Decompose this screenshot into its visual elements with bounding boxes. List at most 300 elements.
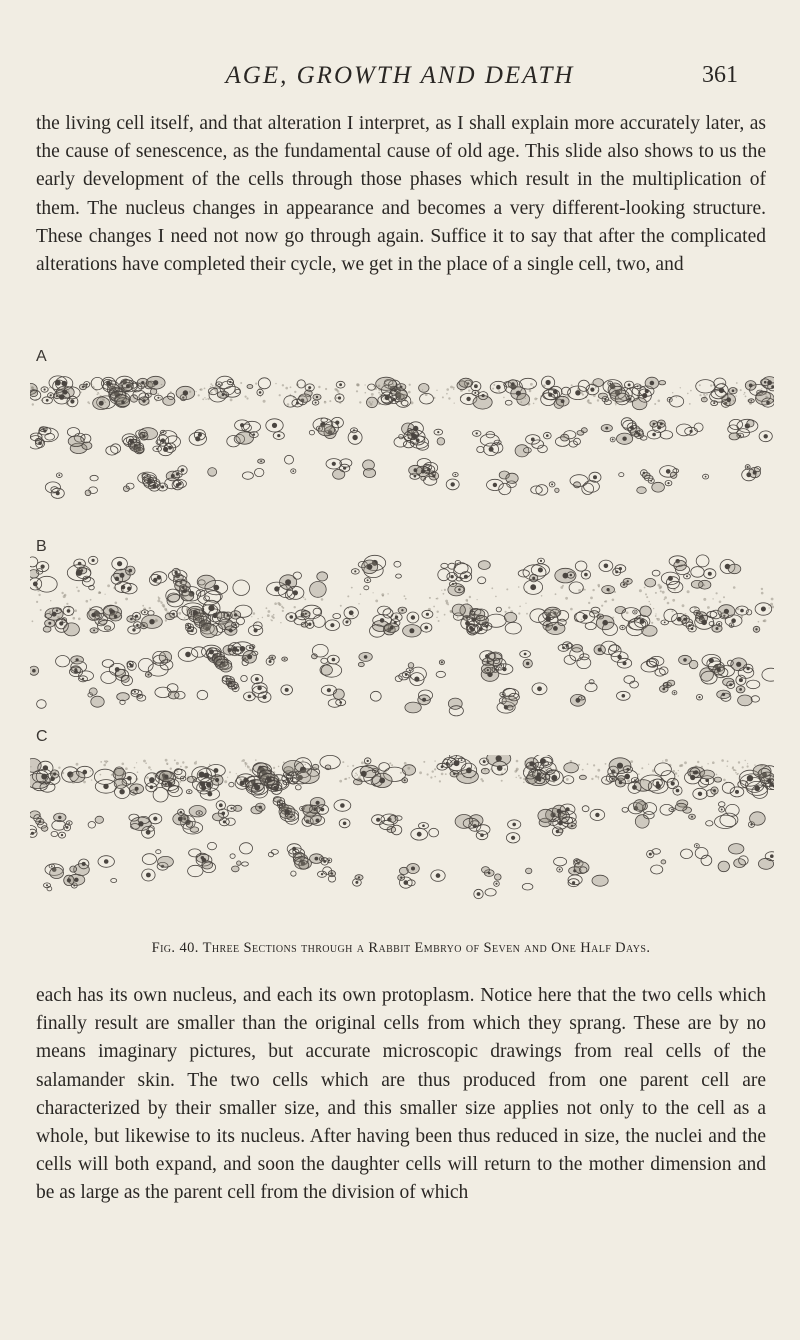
stipple-mark: [262, 617, 263, 618]
stipple-mark: [439, 780, 441, 782]
stipple-mark: [712, 598, 713, 599]
stipple-mark: [758, 621, 760, 623]
nucleus-mark: [367, 760, 369, 762]
nucleus-mark: [157, 397, 159, 399]
stipple-mark: [541, 595, 543, 597]
stipple-mark: [595, 387, 597, 389]
stipple-mark: [744, 392, 746, 394]
nucleus-mark: [662, 688, 665, 691]
stipple-mark: [205, 399, 206, 400]
stipple-mark: [685, 613, 687, 615]
cell-mark: [429, 828, 439, 837]
stipple-mark: [38, 594, 40, 596]
nucleus-mark: [153, 817, 157, 821]
stipple-mark: [615, 404, 616, 405]
stipple-mark: [167, 764, 168, 765]
stipple-mark: [76, 587, 78, 589]
cell-mark: [505, 622, 521, 634]
cell-mark: [661, 860, 666, 864]
nucleus-mark: [551, 775, 557, 781]
stipple-mark: [508, 607, 510, 609]
nucleus-mark: [149, 619, 154, 624]
cell-mark: [610, 390, 629, 402]
cell-mark: [750, 812, 766, 825]
stipple-mark: [761, 588, 763, 590]
stipple-mark: [194, 762, 197, 765]
nucleus-mark: [540, 560, 542, 562]
cell-mark: [208, 468, 217, 477]
stipple-mark: [348, 777, 350, 779]
nucleus-mark: [660, 422, 663, 425]
stipple-mark: [105, 594, 106, 595]
stipple-mark: [740, 389, 742, 391]
stipple-mark: [656, 618, 658, 620]
stipple-mark: [761, 388, 762, 389]
stipple-mark: [516, 777, 517, 778]
stipple-mark: [352, 615, 354, 617]
stipple-mark: [245, 762, 248, 765]
stipple-mark: [550, 767, 552, 769]
stipple-mark: [684, 761, 687, 764]
cell-mark: [291, 871, 296, 876]
nucleus-mark: [466, 397, 470, 401]
nucleus-mark: [146, 830, 151, 835]
cell-mark: [675, 803, 687, 811]
stipple-mark: [534, 398, 537, 401]
stipple-mark: [146, 776, 149, 779]
nucleus-mark: [259, 391, 262, 394]
nucleus-mark: [424, 626, 428, 630]
nucleus-mark: [422, 824, 425, 827]
stipple-mark: [736, 382, 738, 384]
nucleus-mark: [141, 381, 144, 384]
stipple-mark: [305, 764, 306, 765]
cell-mark: [333, 469, 345, 479]
nucleus-mark: [548, 393, 552, 397]
nucleus-mark: [148, 394, 150, 396]
stipple-mark: [664, 599, 666, 601]
stipple-mark: [646, 596, 648, 598]
stipple-mark: [257, 618, 258, 619]
nucleus-mark: [354, 570, 356, 572]
stipple-mark: [98, 393, 99, 394]
cell-mark: [481, 768, 489, 774]
nucleus-mark: [411, 867, 415, 871]
nucleus-mark: [605, 427, 608, 430]
cell-mark: [485, 889, 496, 896]
stipple-mark: [598, 778, 599, 779]
stipple-mark: [355, 773, 357, 775]
stipple-mark: [196, 391, 197, 392]
stipple-mark: [356, 774, 358, 776]
nucleus-mark: [56, 491, 60, 495]
nucleus-mark: [436, 873, 441, 878]
cell-mark: [56, 656, 70, 667]
nucleus-mark: [566, 644, 569, 647]
cell-mark: [230, 854, 235, 859]
nucleus-mark: [740, 609, 744, 613]
cell-mark: [90, 475, 98, 481]
cell-mark: [208, 842, 217, 849]
nucleus-mark: [432, 474, 435, 477]
stipple-mark: [445, 600, 448, 603]
stipple-mark: [165, 609, 167, 611]
stipple-mark: [436, 390, 437, 391]
cell-mark: [190, 827, 199, 832]
cell-mark: [396, 574, 402, 578]
nucleus-mark: [308, 386, 311, 389]
nucleus-mark: [747, 466, 749, 468]
nucleus-mark: [619, 567, 622, 570]
nucleus-mark: [43, 429, 46, 432]
cell-mark: [321, 418, 328, 422]
nucleus-mark: [495, 883, 497, 885]
nucleus-mark: [331, 872, 333, 874]
stipple-mark: [125, 767, 128, 770]
cell-mark: [758, 858, 773, 869]
nucleus-mark: [230, 807, 232, 809]
stipple-mark: [707, 763, 708, 764]
cell-mark: [399, 434, 404, 438]
nucleus-mark: [367, 564, 372, 569]
cell-mark: [241, 675, 248, 681]
stipple-mark: [754, 764, 755, 765]
nucleus-mark: [321, 858, 323, 860]
stipple-mark: [655, 613, 656, 614]
cell-mark: [104, 626, 110, 630]
cell-mark: [545, 607, 561, 617]
nucleus-mark: [576, 698, 581, 703]
stipple-mark: [170, 768, 172, 770]
nucleus-mark: [677, 617, 682, 622]
stipple-mark: [347, 595, 349, 597]
nucleus-mark: [496, 385, 501, 390]
nucleus-mark: [355, 881, 358, 884]
stipple-mark: [703, 598, 706, 601]
nucleus-mark: [127, 776, 132, 781]
cell-mark: [191, 647, 206, 657]
nucleus-mark: [739, 688, 742, 691]
cell-mark: [51, 831, 58, 836]
nucleus-mark: [68, 822, 70, 824]
nucleus-mark: [390, 626, 394, 630]
nucleus-mark: [485, 654, 489, 658]
figure-label-b: B: [36, 538, 47, 555]
cell-mark: [216, 612, 224, 618]
cell-mark: [271, 850, 278, 855]
cell-mark: [482, 867, 490, 873]
stipple-mark: [680, 387, 681, 388]
stipple-mark: [375, 600, 378, 603]
nucleus-mark: [82, 862, 86, 866]
stipple-mark: [447, 604, 449, 606]
nucleus-mark: [219, 803, 223, 807]
stipple-mark: [678, 770, 679, 771]
stipple-mark: [224, 780, 227, 783]
stipple-mark: [423, 761, 425, 763]
cell-mark: [165, 436, 180, 448]
stipple-mark: [436, 617, 437, 618]
stipple-mark: [89, 403, 91, 405]
cell-mark: [242, 472, 253, 479]
nucleus-mark: [489, 447, 494, 452]
stipple-mark: [723, 596, 725, 598]
nucleus-mark: [693, 771, 697, 775]
cell-mark: [652, 482, 665, 492]
cell-mark: [584, 481, 600, 493]
stipple-mark: [588, 402, 590, 404]
cell-mark: [694, 423, 703, 432]
cell-mark: [168, 786, 182, 797]
cell-mark: [399, 673, 409, 680]
cell-mark: [618, 776, 625, 781]
cell-mark: [310, 582, 327, 598]
nucleus-mark: [115, 577, 119, 581]
cell-mark: [438, 569, 450, 581]
nucleus-mark: [262, 695, 266, 699]
cell-mark: [574, 438, 581, 445]
nucleus-mark: [400, 876, 402, 878]
stipple-mark: [498, 390, 500, 392]
stipple-mark: [240, 382, 242, 384]
cell-mark: [517, 394, 530, 406]
nucleus-mark: [129, 569, 133, 573]
nucleus-mark: [575, 390, 580, 395]
stipple-mark: [408, 391, 411, 394]
cell-mark: [318, 424, 335, 435]
stipple-mark: [267, 614, 270, 617]
cell-mark: [233, 580, 250, 595]
stipple-mark: [727, 766, 728, 767]
stipple-mark: [279, 603, 282, 606]
nucleus-mark: [104, 859, 109, 864]
stipple-mark: [278, 766, 280, 768]
stipple-mark: [365, 392, 367, 394]
nucleus-mark: [164, 775, 168, 779]
stipple-mark: [503, 397, 505, 399]
nucleus-mark: [764, 381, 767, 384]
nucleus-mark: [437, 431, 439, 433]
stipple-mark: [270, 619, 271, 620]
nucleus-mark: [482, 394, 485, 397]
nucleus-mark: [441, 661, 443, 663]
stipple-mark: [251, 616, 252, 617]
stipple-mark: [148, 766, 151, 769]
stipple-mark: [163, 605, 165, 607]
stipple-mark: [176, 771, 178, 773]
cell-mark: [295, 785, 301, 790]
stipple-mark: [209, 764, 210, 765]
nucleus-mark: [172, 613, 175, 616]
cell-mark: [117, 693, 130, 701]
stipple-mark: [115, 602, 118, 605]
cell-mark: [102, 660, 114, 668]
cell-mark: [236, 617, 244, 624]
stipple-mark: [444, 614, 446, 616]
nucleus-mark: [546, 380, 551, 385]
nucleus-mark: [349, 610, 354, 615]
cell-mark: [236, 432, 254, 444]
nucleus-mark: [41, 774, 47, 780]
stipple-mark: [229, 771, 231, 773]
stipple-mark: [64, 594, 67, 597]
nucleus-mark: [441, 765, 444, 768]
stipple-mark: [339, 780, 342, 783]
nucleus-mark: [546, 434, 549, 437]
stipple-mark: [454, 403, 455, 404]
stipple-mark: [443, 593, 445, 595]
stipple-mark: [672, 392, 673, 393]
nucleus-mark: [623, 661, 627, 665]
nucleus-mark: [732, 389, 735, 392]
nucleus-mark: [667, 482, 669, 484]
nucleus-mark: [751, 400, 753, 402]
cell-mark: [242, 862, 249, 866]
stipple-mark: [547, 763, 548, 764]
paragraph-top: the living cell itself, and that alteration I interpret, as I shall explain more accurately later, as the cause of senescence, as the fundamental cause of old age. This slide also shows to us the early development of the cells through those phases which result in the multiplication of them. The nucleus changes in appearance and becomes a very different-looking structure. These changes I need not now go through again. Suffice it to say that after the complicated alterations have completed their cycle, we get in the place of a single cell, two, and: [36, 113, 766, 276]
cell-mark: [622, 608, 641, 622]
cell-mark: [437, 438, 445, 445]
nucleus-mark: [130, 618, 133, 621]
cell-mark: [593, 379, 604, 387]
cell-mark: [691, 567, 704, 578]
nucleus-mark: [450, 575, 453, 578]
stipple-mark: [433, 606, 435, 608]
cell-mark: [496, 607, 501, 612]
nucleus-mark: [215, 778, 219, 782]
nucleus-mark: [411, 615, 415, 619]
stipple-mark: [74, 609, 77, 612]
embryo-section-c-illustration: [30, 755, 774, 915]
nucleus-mark: [724, 609, 729, 614]
nucleus-mark: [466, 768, 472, 774]
nucleus-mark: [607, 588, 610, 591]
nucleus-mark: [44, 388, 46, 390]
cell-mark: [64, 623, 80, 636]
nucleus-mark: [332, 462, 336, 466]
stipple-mark: [324, 401, 327, 404]
stipple-mark: [280, 622, 281, 623]
cell-mark: [574, 482, 581, 488]
nucleus-mark: [119, 789, 124, 794]
nucleus-mark: [671, 781, 675, 785]
nucleus-mark: [493, 483, 497, 487]
cell-mark: [624, 676, 635, 684]
stipple-mark: [710, 384, 712, 386]
stipple-mark: [91, 779, 92, 780]
nucleus-mark: [612, 439, 614, 441]
nucleus-mark: [343, 822, 347, 826]
cell-mark: [459, 378, 473, 387]
cell-mark: [220, 662, 232, 672]
stipple-mark: [66, 603, 68, 605]
nucleus-mark: [626, 768, 629, 771]
stipple-mark: [268, 610, 271, 613]
cell-mark: [95, 816, 103, 823]
stipple-mark: [467, 600, 468, 601]
stipple-mark: [304, 598, 306, 600]
nucleus-mark: [321, 873, 323, 875]
stipple-mark: [687, 590, 690, 593]
cell-mark: [258, 378, 270, 389]
nucleus-mark: [656, 781, 659, 784]
figure-label-c: C: [36, 728, 48, 745]
stipple-mark: [365, 384, 366, 385]
stipple-mark: [492, 388, 494, 390]
cell-mark: [762, 668, 774, 681]
cell-mark: [495, 874, 502, 880]
nucleus-mark: [142, 399, 145, 402]
nucleus-mark: [91, 613, 95, 617]
stipple-mark: [570, 608, 573, 611]
cell-mark: [85, 490, 91, 496]
stipple-mark: [285, 387, 288, 390]
nucleus-mark: [530, 584, 536, 590]
stipple-mark: [90, 770, 92, 772]
nucleus-mark: [86, 383, 88, 385]
cell-mark: [30, 570, 39, 578]
cell-mark: [320, 665, 332, 675]
stipple-mark: [158, 597, 160, 599]
nucleus-mark: [604, 564, 609, 569]
stipple-mark: [526, 613, 528, 615]
nucleus-mark: [671, 809, 673, 811]
cell-mark: [101, 672, 116, 684]
nucleus-mark: [315, 402, 317, 404]
nucleus-mark: [146, 873, 151, 878]
cell-mark: [486, 614, 506, 627]
stipple-mark: [644, 587, 646, 589]
stipple-mark: [645, 593, 647, 595]
stipple-mark: [723, 779, 726, 782]
cell-mark: [50, 867, 64, 878]
stipple-mark: [733, 586, 736, 589]
cell-mark: [747, 420, 754, 427]
nucleus-mark: [293, 590, 298, 595]
nucleus-mark: [134, 691, 136, 693]
stipple-mark: [303, 597, 305, 599]
cell-mark: [655, 763, 672, 776]
stipple-mark: [77, 590, 79, 592]
cell-mark: [660, 667, 669, 675]
cell-mark: [579, 775, 586, 779]
cell-mark: [726, 804, 740, 816]
cell-mark: [297, 769, 320, 784]
nucleus-mark: [46, 399, 49, 402]
stipple-mark: [83, 781, 86, 784]
nucleus-mark: [653, 423, 656, 426]
stipple-mark: [678, 775, 679, 776]
cell-mark: [554, 857, 567, 866]
nucleus-mark: [127, 587, 131, 591]
stipple-mark: [160, 397, 162, 399]
cell-mark: [561, 434, 569, 441]
stipple-mark: [100, 774, 102, 776]
stipple-mark: [706, 394, 708, 396]
cell-mark: [478, 561, 490, 570]
cell-mark: [689, 660, 698, 668]
stipple-mark: [40, 609, 42, 611]
nucleus-mark: [67, 609, 71, 613]
stipple-mark: [519, 606, 521, 608]
nucleus-mark: [413, 426, 418, 431]
nucleus-mark: [290, 816, 292, 818]
cell-mark: [664, 609, 677, 621]
stipple-mark: [373, 592, 374, 593]
stipple-mark: [97, 394, 99, 396]
stipple-mark: [665, 759, 668, 762]
nucleus-mark: [650, 480, 652, 482]
